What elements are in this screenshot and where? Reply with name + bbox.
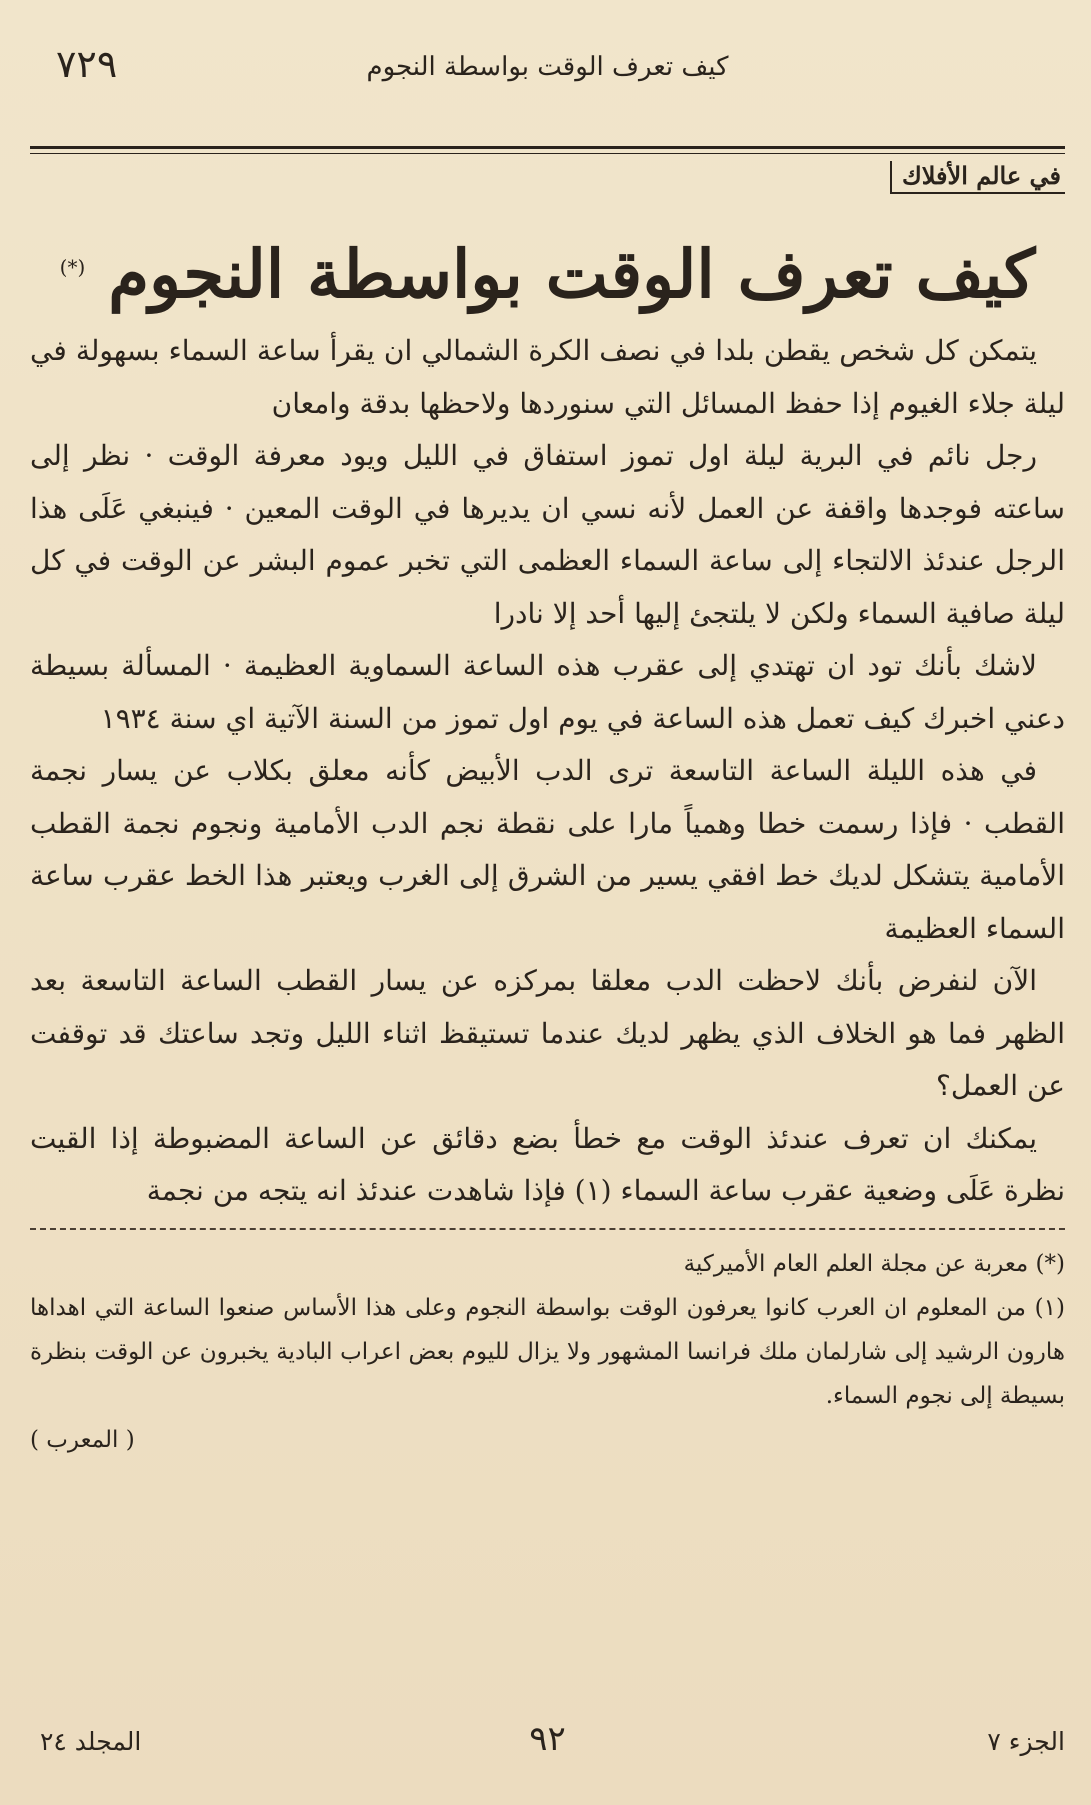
paragraph-3: لاشك بأنك تود ان تهتدي إلى عقرب هذه الساعة السماوية العظيمة · المسألة بسيطة دعني اخبرك كيف تعمل هذه الساعة في يوم اول تموز من السنة الآتية اي سنة ١٩٣٤ <box>30 649 1065 735</box>
paragraph-2: رجل نائم في البرية ليلة اول تموز استفاق في الليل ويود معرفة الوقت · نظر إلى ساعته فوجدها واقفة عن العمل لأنه نسي ان يديرها في الوقت المعين · فينبغي عَلَى هذا الرجل عندئذ الالتجاء إلى ساعة السماء العظمى التي تخبر عموم البشر عن الوقت في كل ليلة صافية السماء ولكن لا يلتجئ إليها أحد إلا نادرا <box>30 439 1065 630</box>
paragraph-5: الآن لنفرض بأنك لاحظت الدب معلقا بمركزه عن يسار القطب الساعة التاسعة بعد الظهر فما هو الخلاف الذي يظهر لديك عندما تستيقظ اثناء الليل وتجد ساعتك قد توقفت عن العمل؟ <box>30 964 1065 1102</box>
footnote-separator <box>30 1228 1065 1230</box>
page-number: ٧٢٩ <box>56 42 118 86</box>
footnote-1: (*) معربة عن مجلة العلم العام الأميركية <box>683 1250 1065 1277</box>
article-title <box>30 221 1065 325</box>
footnotes <box>30 1242 1065 1462</box>
footer-volume: المجلد ٢٤ <box>40 1727 142 1756</box>
footnote-2: (١) من المعلوم ان العرب كانوا يعرفون الوقت بواسطة النجوم وعلى هذا الأساس صنعوا الساعة التي اهداها هارون الرشيد إلى شارلمان ملك فرانسا المشهور ولا يزال لليوم بعض اعراب البادية يخبرون عن الوقت بنظرة بسيطة إلى نجوم السماء. <box>30 1294 1065 1409</box>
page-footer <box>30 1719 1065 1765</box>
running-title: كيف تعرف الوقت بواسطة النجوم <box>366 52 729 82</box>
section-tag-area <box>30 149 1065 197</box>
footer-part: الجزء ٧ <box>987 1727 1065 1756</box>
article-body <box>30 325 1065 1218</box>
paragraph-6: يمكنك ان تعرف عندئذ الوقت مع خطأ بضع دقائق عن الساعة المضبوطة إذا القيت نظرة عَلَى وضعية عقرب ساعة السماء (١) فإذا شاهدت عندئذ انه يتجه من نجمة <box>30 1121 1065 1207</box>
section-tag: في عالم الأفلاك <box>890 161 1065 194</box>
footnote-credit: ( المعرب ) <box>30 1426 135 1453</box>
article-title-text: كيف تعرف الوقت بواسطة النجوم <box>108 235 1036 313</box>
footer-folio: ٩٢ <box>529 1719 566 1759</box>
page-header <box>30 38 1065 96</box>
title-footnote-mark: (*) <box>59 255 86 279</box>
paragraph-1: يتمكن كل شخص يقطن بلدا في نصف الكرة الشمالي ان يقرأ ساعة السماء بسهولة في ليلة جلاء الغيوم إذا حفظ المسائل التي سنوردها ولاحظها بدقة وامعان <box>30 334 1065 420</box>
paragraph-4: في هذه الليلة الساعة التاسعة ترى الدب الأبيض كأنه معلق بكلاب عن يسار نجمة القطب · فإذا رسمت خطا وهمياً مارا على نقطة نجم الدب الأمامية ونجوم نجمة القطب الأمامية يتشكل لديك خط افقي يسير من الشرق إلى الغرب ويعتبر هذا الخط عقرب ساعة السماء العظيمة <box>30 754 1065 945</box>
